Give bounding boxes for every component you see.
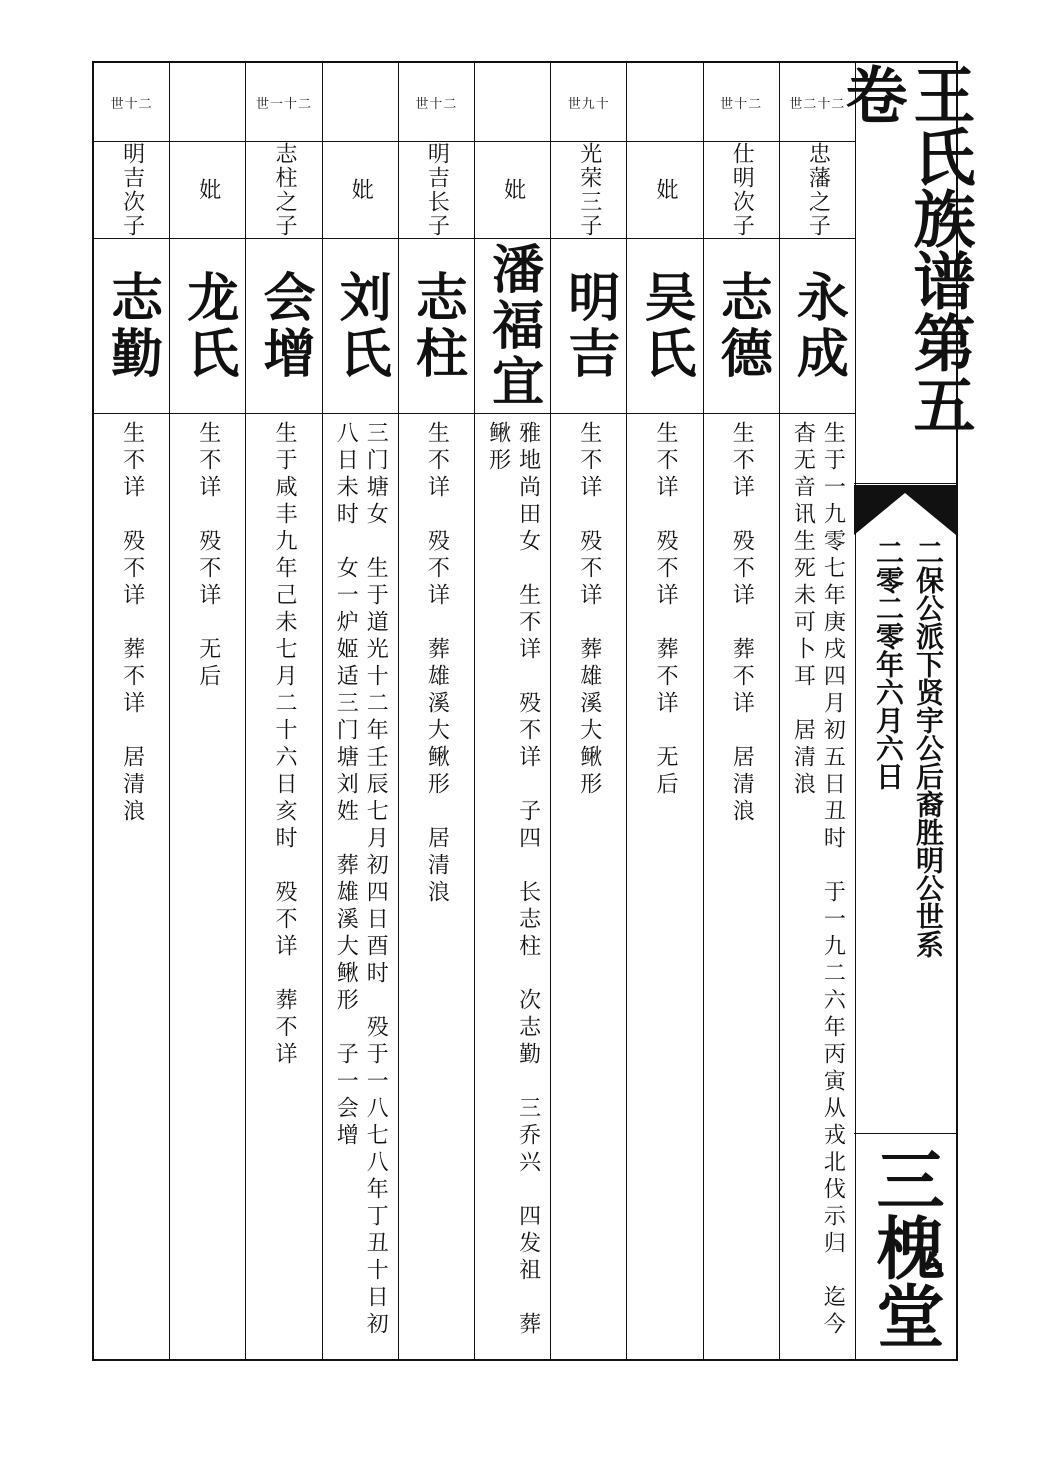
person-detail: 雅地尚田女 生不详 殁不详 子四 长志柱 次志勤 三乔兴 四发祖 葬鳅形 bbox=[485, 421, 541, 1339]
person-detail: 生不详 殁不详 葬不详 居清浪 bbox=[119, 421, 145, 826]
generation-cell bbox=[551, 63, 626, 142]
name-cell bbox=[94, 238, 169, 414]
lineage-subtitle: 二保公派下贤宇公后裔胜明公世系 bbox=[912, 538, 945, 958]
person-name: 志柱 bbox=[406, 269, 468, 382]
book-title-cell bbox=[835, 63, 976, 486]
person-name: 潘福宜 bbox=[482, 241, 544, 410]
generation-cell bbox=[94, 63, 169, 142]
detail-cell bbox=[627, 413, 702, 1359]
record-column bbox=[627, 63, 703, 1359]
person-name: 吴氏 bbox=[634, 269, 696, 382]
relation-cell bbox=[551, 141, 626, 239]
generation-cell bbox=[475, 63, 550, 142]
relation-label: 明吉长子 bbox=[424, 141, 450, 238]
relation-cell bbox=[94, 141, 169, 239]
record-column bbox=[246, 63, 322, 1359]
detail-cell bbox=[704, 413, 779, 1359]
record-column bbox=[94, 63, 170, 1359]
generation-label: 世十二 bbox=[415, 96, 458, 112]
relation-label: 志柱之子 bbox=[271, 141, 297, 238]
person-name: 志勤 bbox=[101, 269, 163, 382]
relation-label: 妣 bbox=[652, 177, 678, 202]
genealogy-page-frame bbox=[92, 61, 976, 1361]
relation-cell bbox=[323, 141, 398, 239]
generation-cell bbox=[704, 63, 779, 142]
generation-label: 世十二 bbox=[720, 96, 763, 112]
record-column bbox=[780, 63, 856, 1359]
relation-cell bbox=[170, 141, 245, 239]
name-cell bbox=[323, 238, 398, 414]
hall-name: 三槐堂 bbox=[865, 1144, 945, 1349]
name-cell bbox=[246, 238, 321, 414]
generation-cell bbox=[399, 63, 474, 142]
relation-label: 光荣三子 bbox=[576, 141, 602, 238]
person-name: 志德 bbox=[711, 269, 773, 382]
generation-label: 世十二 bbox=[110, 96, 153, 112]
person-detail: 三门塘女 生于道光十二年壬辰七月初四日酉时 殁于一八七八年丁丑十日初八日未时 女一炉姬适三门塘刘姓 葬雄溪大鳅形 子一会增 bbox=[333, 421, 389, 1339]
generation-cell bbox=[170, 63, 245, 142]
name-cell bbox=[780, 238, 855, 414]
detail-cell bbox=[475, 413, 550, 1359]
name-cell bbox=[704, 238, 779, 414]
person-detail: 生不详 殁不详 无后 bbox=[195, 421, 221, 691]
relation-cell bbox=[399, 141, 474, 239]
detail-cell bbox=[94, 413, 169, 1359]
generation-label: 世九十 bbox=[567, 96, 610, 112]
relation-cell bbox=[246, 141, 321, 239]
record-column bbox=[399, 63, 475, 1359]
person-detail: 生不详 殁不详 葬雄溪大鳅形 居清浪 bbox=[424, 421, 450, 907]
record-column bbox=[704, 63, 780, 1359]
relation-label: 明吉次子 bbox=[119, 141, 145, 238]
generation-label: 世一十二 bbox=[255, 96, 312, 112]
record-column bbox=[551, 63, 627, 1359]
relation-label: 妣 bbox=[195, 177, 221, 202]
name-cell bbox=[475, 238, 550, 414]
hall-name-cell bbox=[854, 1133, 956, 1359]
name-cell bbox=[170, 238, 245, 414]
detail-cell bbox=[246, 413, 321, 1359]
person-detail: 生不详 殁不详 葬不详 居清浪 bbox=[729, 421, 755, 826]
record-column bbox=[475, 63, 551, 1359]
relation-label: 忠藩之子 bbox=[805, 141, 831, 238]
person-name: 龙氏 bbox=[177, 269, 239, 382]
record-column bbox=[170, 63, 246, 1359]
detail-cell bbox=[780, 413, 855, 1359]
relation-label: 妣 bbox=[500, 177, 526, 202]
generation-label: 世二十二 bbox=[789, 96, 846, 112]
relation-cell bbox=[475, 141, 550, 239]
generation-cell bbox=[246, 63, 321, 142]
person-name: 刘氏 bbox=[330, 269, 392, 382]
person-name: 明吉 bbox=[558, 269, 620, 382]
title-column bbox=[835, 63, 976, 1359]
person-detail: 生不详 殁不详 葬不详 无后 bbox=[652, 421, 678, 799]
detail-cell bbox=[551, 413, 626, 1359]
person-name: 永成 bbox=[787, 269, 849, 382]
person-detail: 生不详 殁不详 葬雄溪大鳅形 bbox=[576, 421, 602, 799]
person-detail: 生于咸丰九年己未七月二十六日亥时 殁不详 葬不详 bbox=[271, 421, 297, 1069]
name-cell bbox=[399, 238, 474, 414]
book-title: 王氏族谱第五卷 bbox=[835, 63, 976, 435]
person-detail: 生于一九零七年庚戌四月初五日丑时 于一九二六年丙寅从戎北伐示归 迄今杳无音讯生死未可卜耳 居清浪 bbox=[790, 421, 846, 1339]
record-column bbox=[323, 63, 399, 1359]
triangle-ornament-icon bbox=[854, 485, 956, 535]
relation-label: 妣 bbox=[348, 177, 374, 202]
detail-cell bbox=[170, 413, 245, 1359]
relation-cell bbox=[704, 141, 779, 239]
generation-cell bbox=[323, 63, 398, 142]
person-name: 会增 bbox=[253, 269, 315, 382]
compile-date: 二零二零年六月六日 bbox=[872, 538, 905, 790]
detail-cell bbox=[399, 413, 474, 1359]
relation-cell bbox=[627, 141, 702, 239]
generation-cell bbox=[627, 63, 702, 142]
name-cell bbox=[627, 238, 702, 414]
relation-label: 仕明次子 bbox=[729, 141, 755, 238]
generation-cell bbox=[780, 63, 855, 142]
relation-cell bbox=[780, 141, 855, 239]
name-cell bbox=[551, 238, 626, 414]
detail-cell bbox=[323, 413, 398, 1359]
